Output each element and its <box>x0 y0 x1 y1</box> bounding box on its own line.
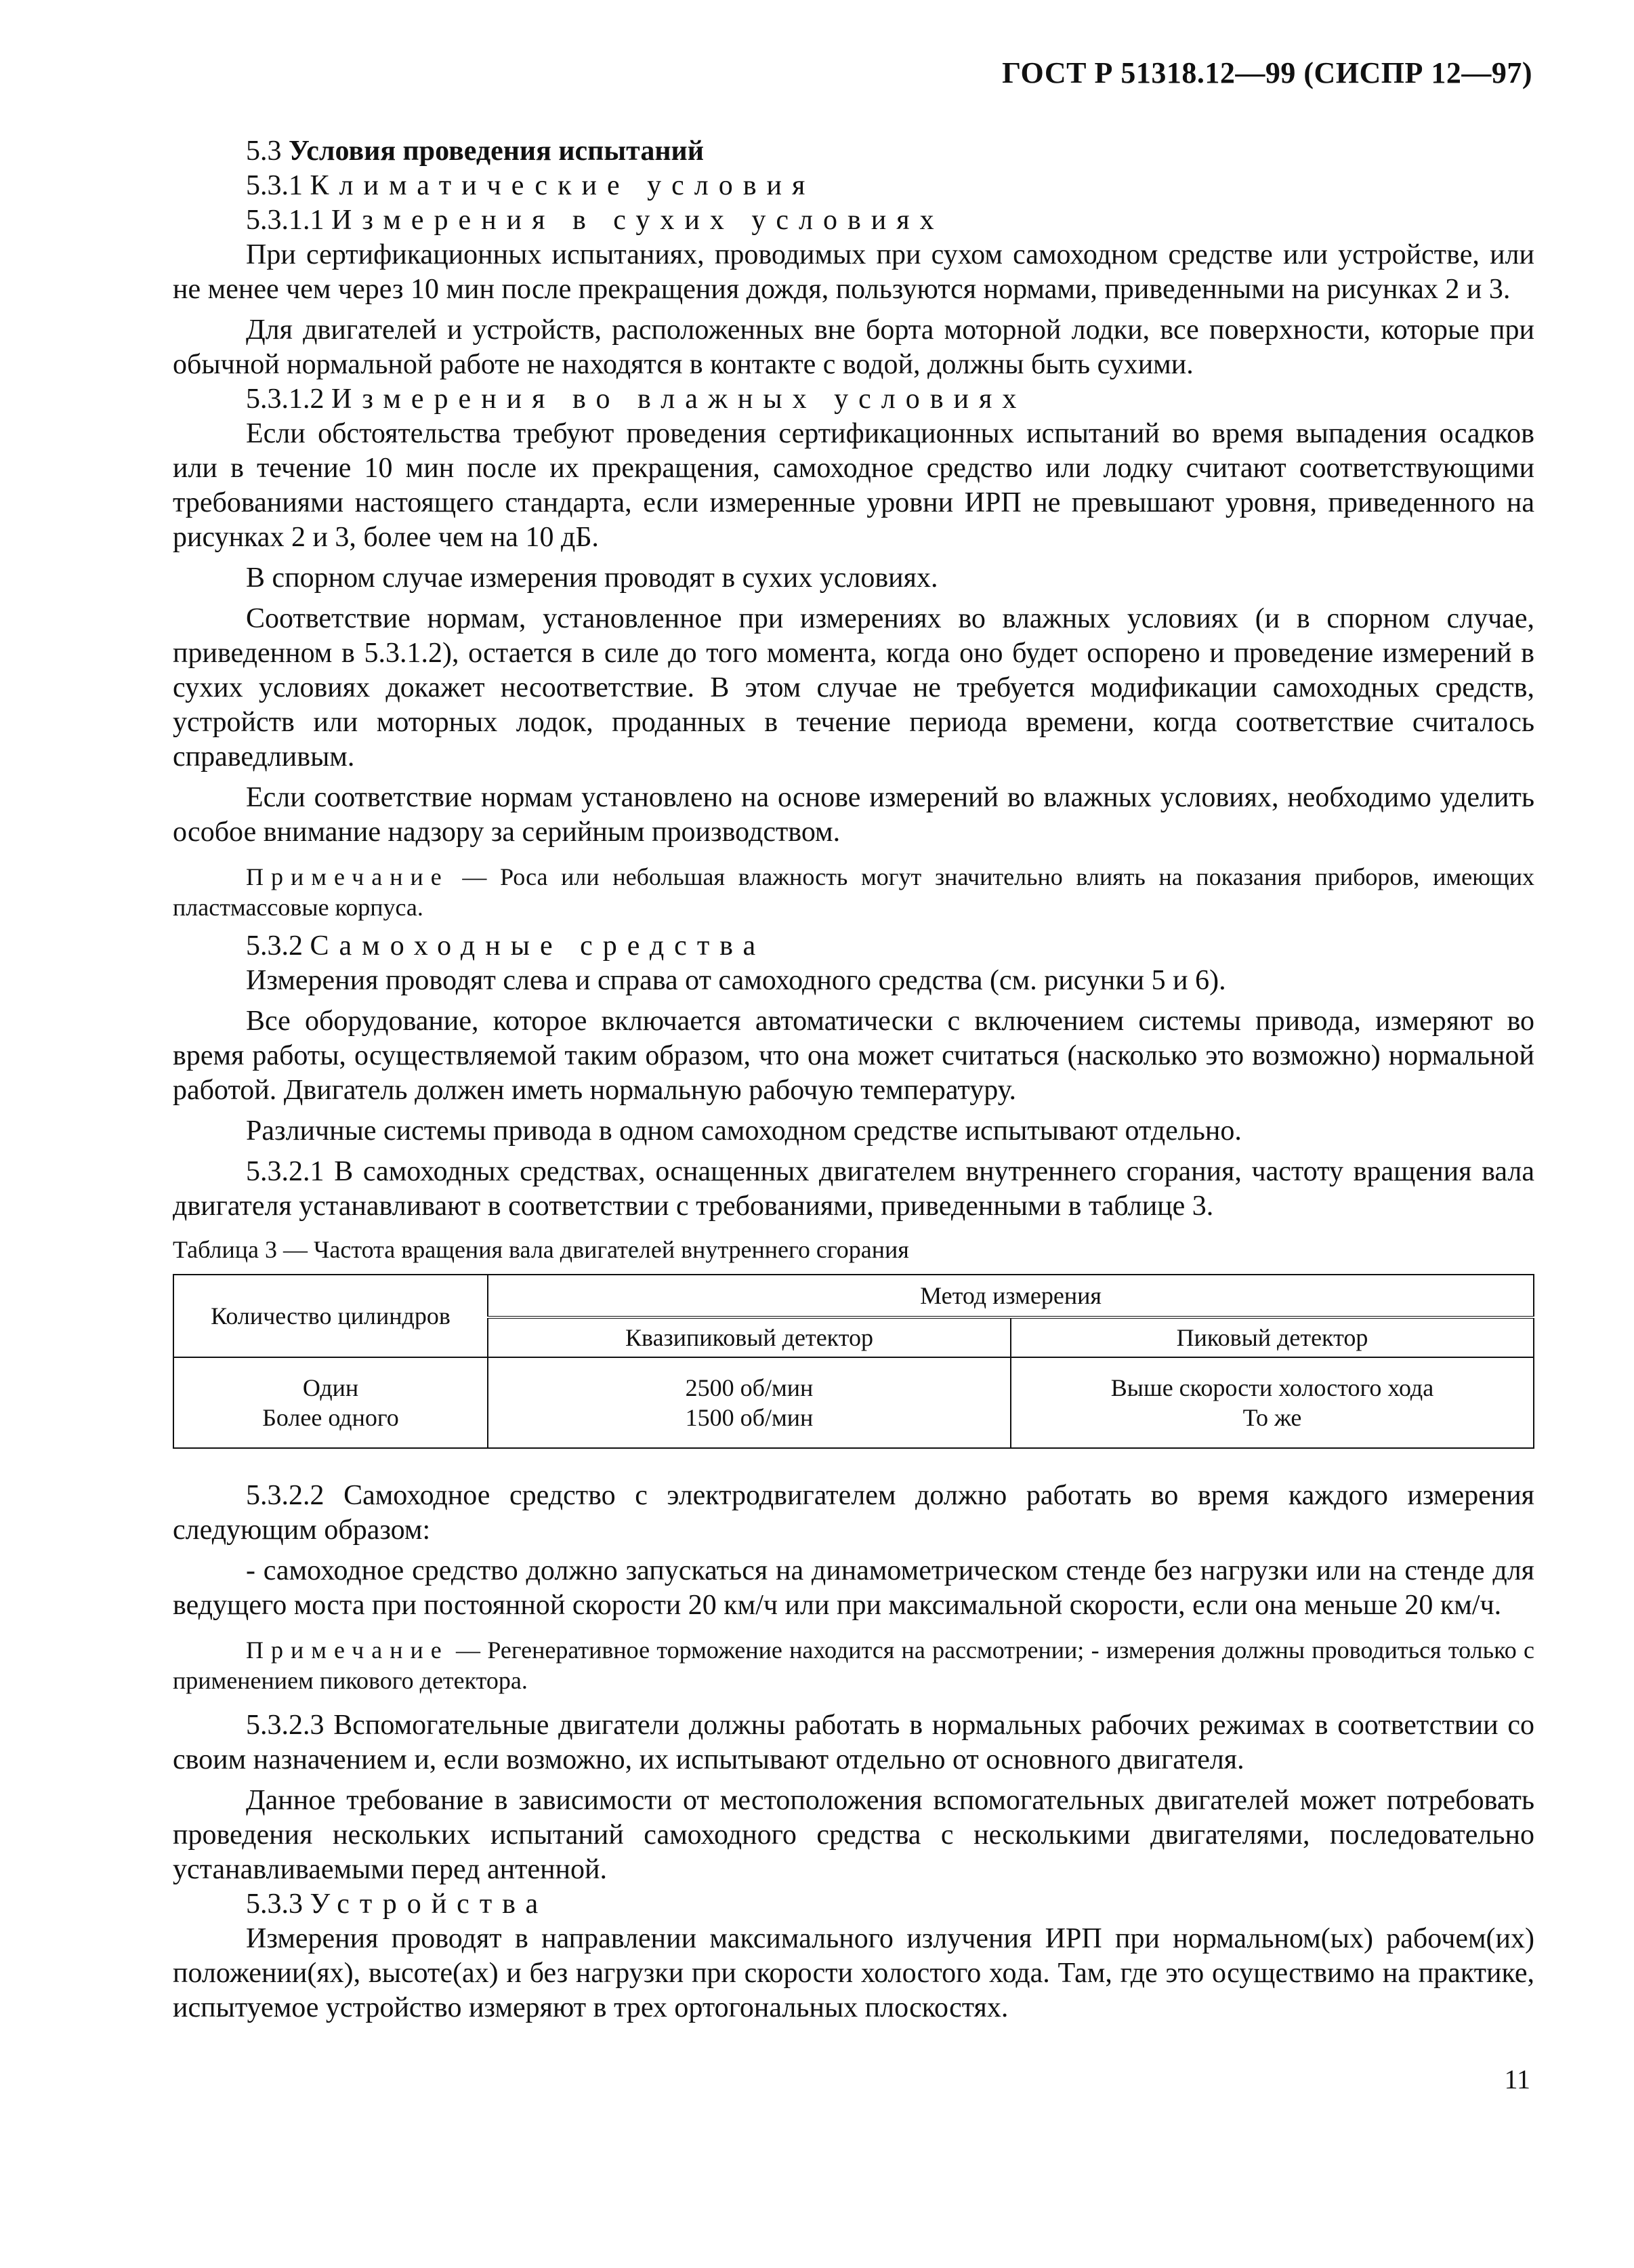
paragraph: Различные системы привода в одном самоходном средстве испытывают отдельно. <box>246 1115 1242 1147</box>
document-body <box>173 134 1534 2025</box>
subsection-heading <box>173 169 1534 203</box>
note-label: Примечание <box>246 1636 449 1664</box>
paragraph: Измерения проводят слева и справа от самоходного средства (см. рисунки 5 и 6). <box>246 965 1226 996</box>
table-header-cell: Квазипиковый детектор <box>488 1317 1011 1357</box>
note <box>173 862 1534 923</box>
subsection-title: Самоходные средства <box>310 930 766 962</box>
section-heading <box>173 134 1534 169</box>
paragraph: Измерения проводят в направлении максимального излучения ИРП при нормальном(ых) рабочем(их) положении(ях), высоте(ах) и без нагрузки при скорости холостого хода. Там, где это осуществимо на практике, испытуемое устройство измеряют в трех ортогональных плоскостях. <box>173 1923 1534 2023</box>
page-number: 11 <box>1504 2064 1530 2095</box>
subsection-title: Климатические условия <box>310 170 816 201</box>
table-cell-value: 1500 об/мин <box>685 1404 814 1431</box>
note-text: — Роса или небольшая влажность могут значительно влиять на показания приборов, имеющих пластмассовые корпуса. <box>173 863 1534 921</box>
table-cell <box>1011 1357 1534 1448</box>
table-cell <box>488 1357 1011 1448</box>
paragraph: 5.3.2.1 В самоходных средствах, оснащенных двигателем внутреннего сгорания, частоту вращения вала двигателя устанавливают в соответствии с требованиями, приведенными в таблице 3. <box>173 1156 1534 1222</box>
table-header-cell: Количество цилиндров <box>173 1275 488 1357</box>
table-header-cell: Метод измерения <box>488 1275 1534 1317</box>
table-cell-value: Один <box>302 1374 359 1401</box>
section-title: Условия проведения испытаний <box>289 136 704 167</box>
subsection-number: 5.3.1 <box>246 170 303 201</box>
paragraph: 5.3.2.2 Самоходное средство с электродвигателем должно работать во время каждого измерения следующим образом: <box>173 1480 1534 1546</box>
subsubsection-number: 5.3.1.1 <box>246 205 324 236</box>
table-header-row <box>173 1275 1534 1317</box>
table-cell <box>173 1357 488 1448</box>
note-text: — Регенеративное торможение находится на рассмотрении; - измерения должны проводиться только с применением пикового детектора. <box>173 1636 1534 1694</box>
table-cell-value: Более одного <box>262 1404 399 1431</box>
paragraph: Для двигателей и устройств, расположенных вне борта моторной лодки, все поверхности, которые при обычной нормальной работе не находятся в контакте с водой, должны быть сухими. <box>173 314 1534 380</box>
note-label: Примечание <box>246 863 449 890</box>
subsection-number: 5.3.2 <box>246 930 303 962</box>
paragraph: Если обстоятельства требуют проведения сертификационных испытаний во время выпадения осадков или в течение 10 мин после их прекращения, самоходное средство или лодку считают соответствующими требованиями настоящего стандарта, если измеренные уровни ИРП не превышают уровня, приведенного на рисунках 2 и 3, более чем на 10 дБ. <box>173 418 1534 553</box>
note <box>173 1635 1534 1696</box>
subsection-title: Устройства <box>310 1889 549 1920</box>
rpm-table <box>173 1274 1534 1449</box>
subsubsection-heading <box>173 203 1534 238</box>
paragraph: Соответствие нормам, установленное при измерениях во влажных условиях (и в спорном случае, приведенном в 5.3.1.2), остается в силе до того момента, когда оно будет оспорено и проведение измерений в сухих условиях докажет несоответствие. В этом случае не требуется модификации самоходных средств, устройств или моторных лодок, проданных в течение периода времени, когда соответствие считалось справедливым. <box>173 603 1534 772</box>
subsubsection-title: Измерения во влажных условиях <box>331 384 1027 415</box>
table-cell-value: 2500 об/мин <box>685 1374 814 1401</box>
paragraph: Если соответствие нормам установлено на основе измерений во влажных условиях, необходимо уделить особое внимание надзору за серийным производством. <box>173 782 1534 848</box>
subsection-number: 5.3.3 <box>246 1889 303 1920</box>
subsubsection-title: Измерения в сухих условиях <box>331 205 944 236</box>
paragraph: В спорном случае измерения проводят в сухих условиях. <box>246 562 938 594</box>
table-cell-value: Выше скорости холостого хода <box>1110 1374 1434 1401</box>
table-cell-value: То же <box>1242 1404 1302 1431</box>
paragraph: При сертификационных испытаниях, проводимых при сухом самоходном средстве или устройстве, или не менее чем через 10 мин после прекращения дождя, пользуются нормами, приведенными на рисунках 2 и 3. <box>173 239 1534 305</box>
table-caption: Таблица 3 — Частота вращения вала двигателей внутреннего сгорания <box>173 1236 909 1263</box>
paragraph: - самоходное средство должно запускаться на динамометрическом стенде без нагрузки или на стенде для ведущего моста при постоянной скорости 20 км/ч или при максимальной скорости, если она меньше 20 км/ч. <box>173 1555 1534 1621</box>
subsection-heading <box>173 929 1534 964</box>
subsection-heading <box>173 1887 1534 1922</box>
document-header: ГОСТ Р 51318.12—99 (СИСПР 12—97) <box>1002 56 1532 89</box>
subsubsection-heading <box>173 382 1534 417</box>
subsubsection-number: 5.3.1.2 <box>246 384 324 415</box>
paragraph: Все оборудование, которое включается автоматически с включением системы привода, измеряют во время работы, осуществляемой таким образом, что она может считаться (насколько это возможно) нормальной работой. Двигатель должен иметь нормальную рабочую температуру. <box>173 1006 1534 1106</box>
paragraph: 5.3.2.3 Вспомогательные двигатели должны работать в нормальных рабочих режимах в соответствии со своим назначением и, если возможно, их испытывают отдельно от основного двигателя. <box>173 1710 1534 1775</box>
table-header-cell: Пиковый детектор <box>1011 1317 1534 1357</box>
paragraph: Данное требование в зависимости от местоположения вспомогательных двигателей может потребовать проведения нескольких испытаний самоходного средства с несколькими двигателями, последовательно устанавливаемыми перед антенной. <box>173 1785 1534 1885</box>
table-row <box>173 1357 1534 1448</box>
section-number: 5.3 <box>246 136 282 167</box>
